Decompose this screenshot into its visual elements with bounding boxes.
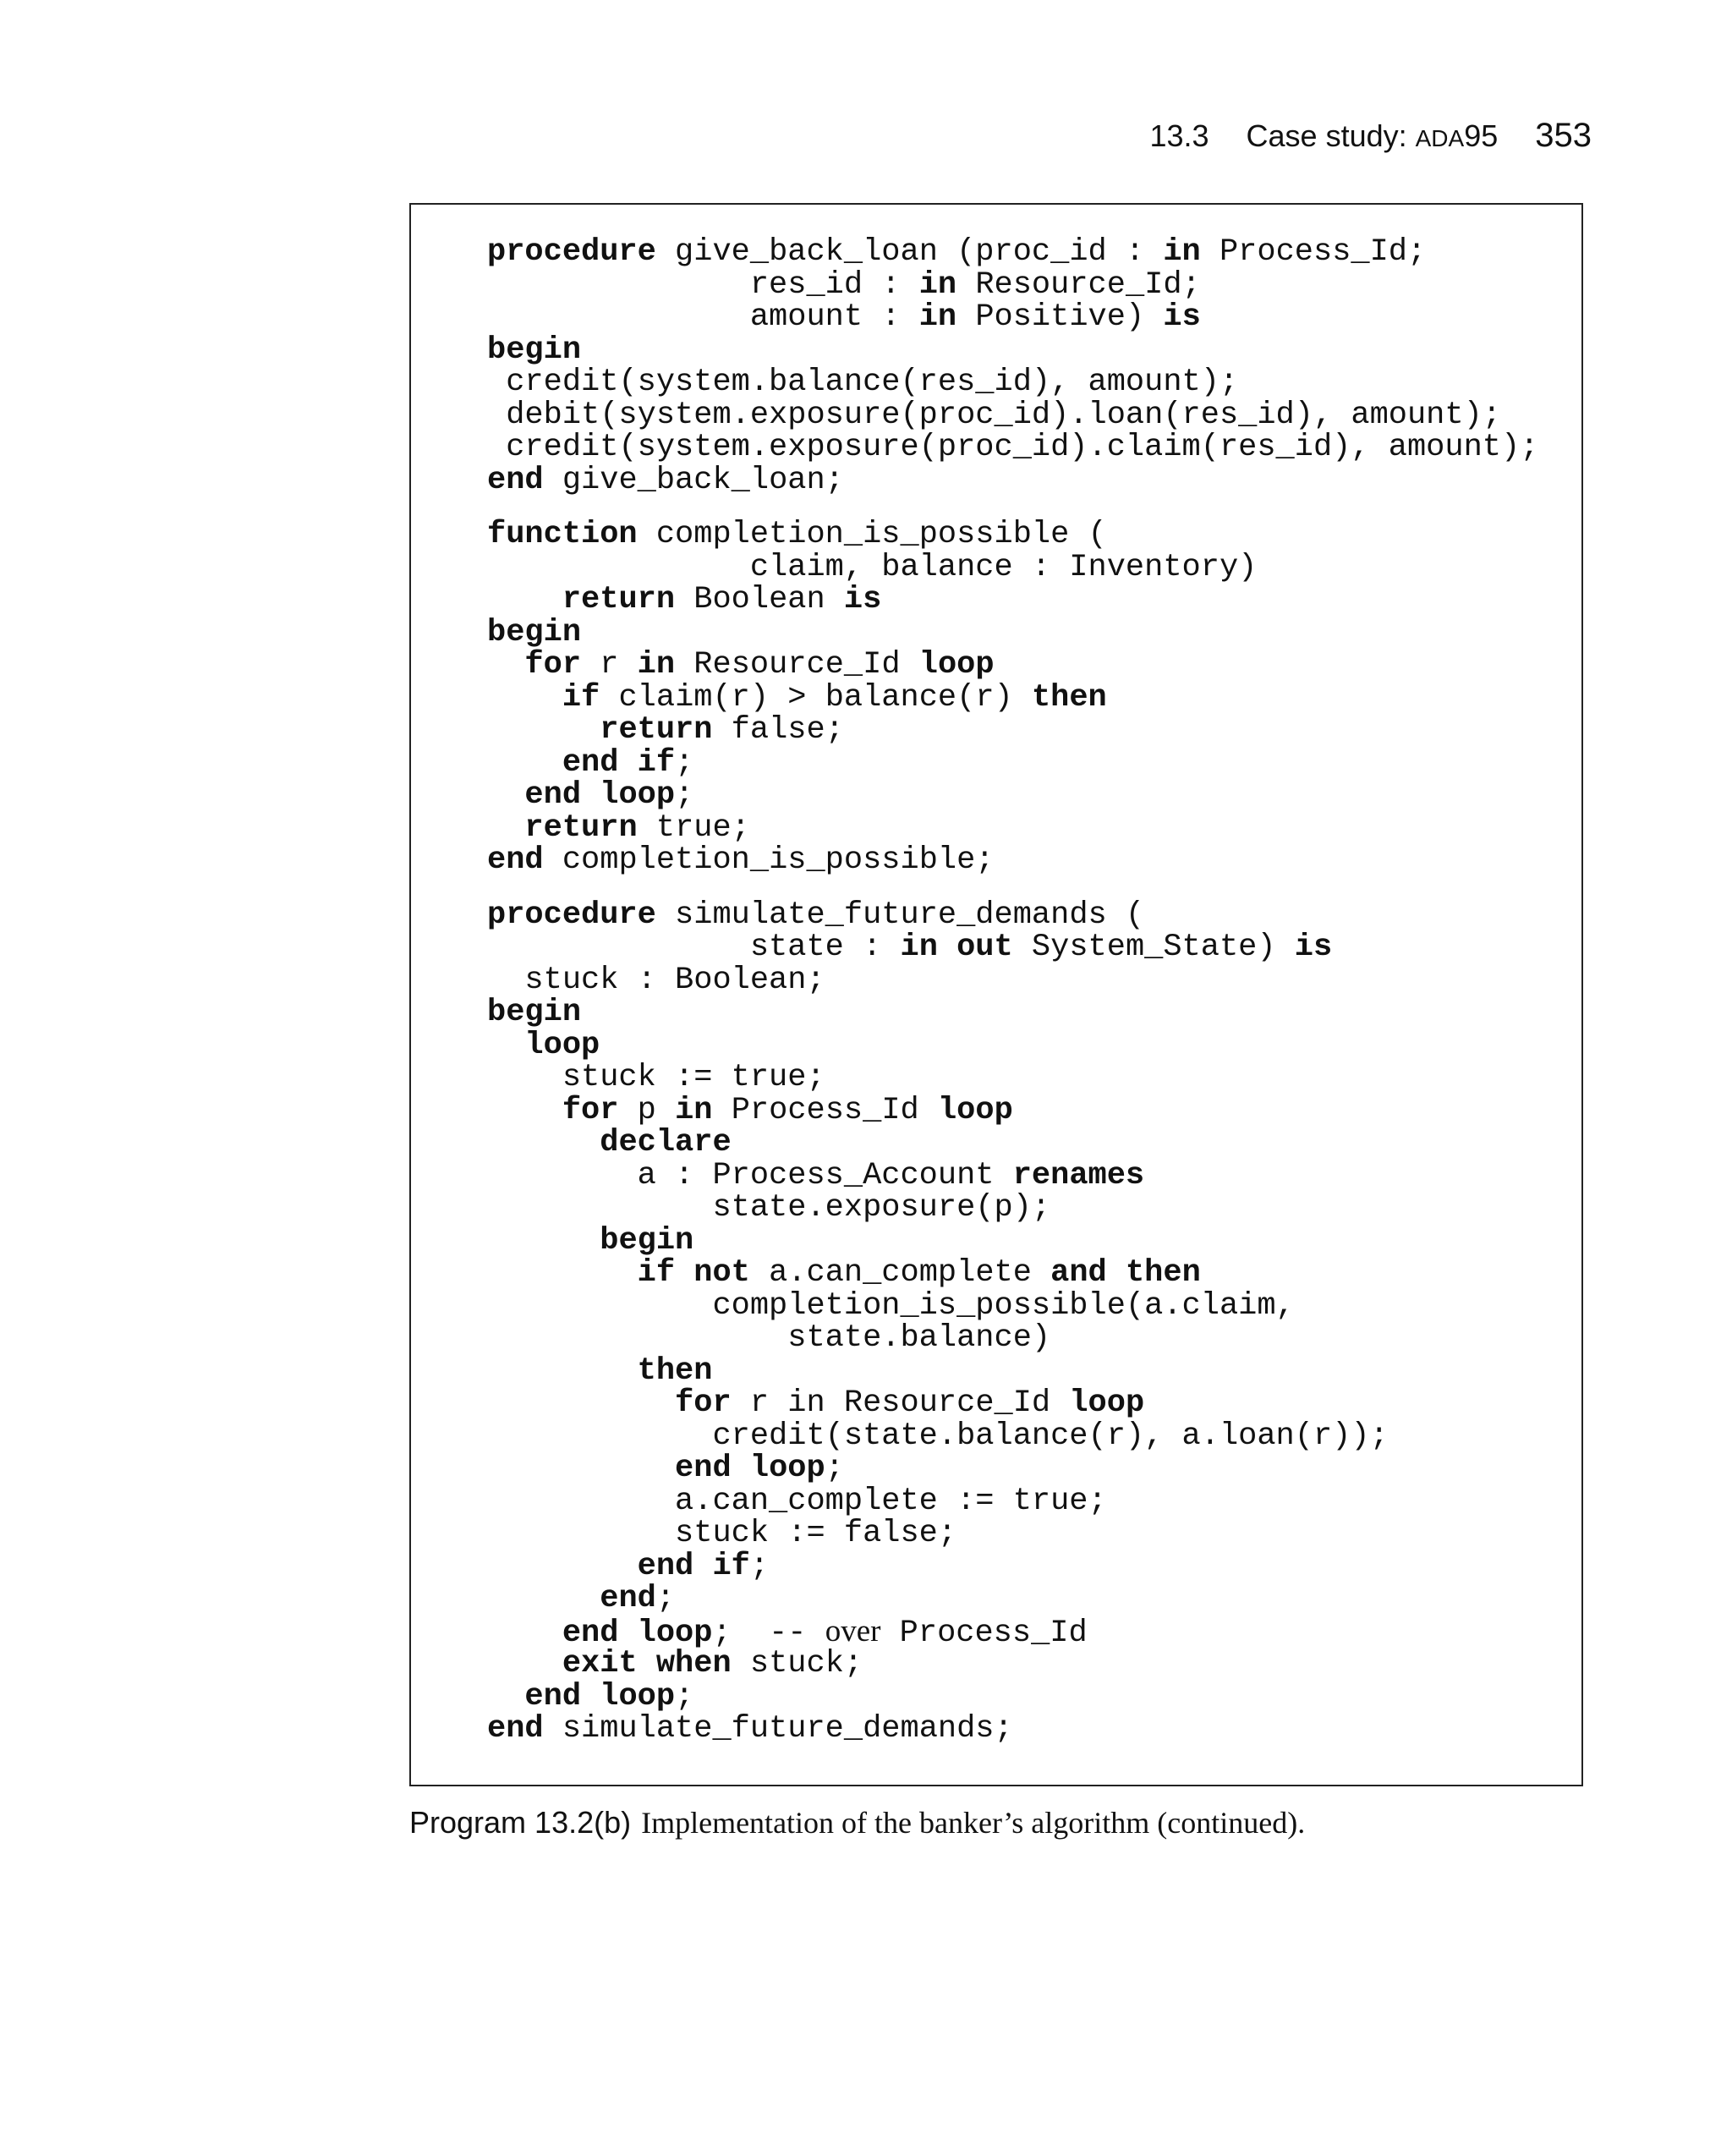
code-line bbox=[487, 1352, 1538, 1389]
code-text: ; bbox=[655, 1581, 676, 1616]
code-text: Resource_Id; bbox=[956, 266, 1201, 303]
code-text bbox=[487, 1255, 638, 1291]
code-text: Resource_Id bbox=[675, 647, 919, 683]
code-text bbox=[487, 582, 562, 617]
code-text: state.exposure(p); bbox=[487, 1190, 1051, 1226]
page-number: 353 bbox=[1535, 117, 1592, 154]
code-keyword: return bbox=[524, 809, 638, 846]
code-keyword: if not bbox=[637, 1255, 750, 1291]
code-text bbox=[487, 1581, 600, 1616]
code-keyword: in bbox=[675, 1092, 713, 1128]
code-text: false; bbox=[712, 712, 844, 748]
code-line bbox=[487, 1420, 1538, 1453]
code-line bbox=[487, 779, 1538, 812]
code-line bbox=[487, 1648, 1538, 1681]
section-title bbox=[1247, 118, 1499, 153]
code-keyword: end bbox=[487, 1711, 544, 1747]
code-keyword: return bbox=[562, 582, 676, 617]
code-text: r bbox=[581, 647, 638, 683]
code-line bbox=[487, 1550, 1538, 1583]
code-text: claim, balance : Inventory) bbox=[487, 549, 1258, 585]
code-keyword: is bbox=[1294, 930, 1333, 965]
code-text bbox=[487, 1385, 675, 1421]
code-line bbox=[487, 1192, 1538, 1225]
code-text: stuck : Boolean; bbox=[487, 962, 825, 998]
code-line bbox=[487, 464, 1538, 497]
code-text bbox=[487, 1028, 524, 1063]
code-keyword: in bbox=[918, 266, 957, 303]
code-keyword: in bbox=[918, 299, 957, 335]
code-keyword: procedure bbox=[487, 897, 656, 933]
code-text: stuck := true; bbox=[487, 1060, 825, 1095]
code-line bbox=[487, 366, 1538, 399]
code-text: Process_Id bbox=[712, 1092, 938, 1128]
code-text bbox=[487, 1223, 600, 1259]
code-line bbox=[487, 1157, 1538, 1193]
code-keyword: declare bbox=[600, 1125, 732, 1160]
code-line bbox=[487, 964, 1538, 997]
code-keyword: if bbox=[562, 679, 600, 716]
code-keyword: is bbox=[843, 582, 882, 617]
code-text: res_id : bbox=[487, 266, 919, 303]
code-keyword: begin bbox=[487, 614, 582, 650]
section-title-smallcaps: ADA bbox=[1415, 125, 1465, 151]
code-keyword: and then bbox=[1050, 1255, 1201, 1291]
code-line bbox=[487, 1678, 1538, 1714]
code-text: credit(state.balance(r), a.loan(r)); bbox=[487, 1418, 1389, 1454]
section-title-prefix: Case study: bbox=[1246, 118, 1416, 153]
code-line bbox=[487, 551, 1538, 584]
code-keyword: procedure bbox=[487, 234, 656, 270]
code-text bbox=[487, 810, 524, 846]
code-text bbox=[487, 712, 600, 748]
code-line bbox=[487, 649, 1538, 682]
code-text bbox=[487, 1679, 524, 1714]
code-text: stuck := false; bbox=[487, 1516, 957, 1551]
code-listing-box bbox=[409, 203, 1583, 1786]
code-keyword: end loop bbox=[524, 1678, 676, 1714]
code-line bbox=[487, 1222, 1538, 1259]
code-keyword: begin bbox=[600, 1222, 694, 1259]
code-line bbox=[487, 1713, 1538, 1746]
code-text: a.can_complete := true; bbox=[487, 1483, 1107, 1519]
code-text: Positive) bbox=[956, 299, 1164, 335]
code-keyword: exit when bbox=[562, 1646, 732, 1681]
code-text: amount : bbox=[487, 299, 919, 335]
code-line bbox=[487, 744, 1538, 781]
code-text: state.balance) bbox=[487, 1320, 1051, 1356]
code-text: Boolean bbox=[675, 582, 844, 617]
code-text: ; bbox=[825, 1451, 844, 1486]
code-text: p bbox=[618, 1092, 676, 1128]
code-keyword: then bbox=[637, 1352, 713, 1389]
code-text: a.can_complete bbox=[749, 1255, 1051, 1291]
running-header bbox=[1149, 117, 1592, 155]
code-line bbox=[487, 1062, 1538, 1094]
code-line bbox=[487, 1583, 1538, 1616]
caption-label: Program 13.2(b) bbox=[409, 1805, 632, 1840]
code-text: ; bbox=[675, 777, 694, 813]
code-text: completion_is_possible ( bbox=[637, 517, 1107, 552]
code-text: credit(system.exposure(proc_id).claim(res_id), amount); bbox=[487, 430, 1539, 465]
code-line bbox=[487, 899, 1538, 932]
code-text: simulate_future_demands ( bbox=[655, 897, 1145, 933]
code-keyword: end loop bbox=[524, 777, 676, 813]
code-keyword: is bbox=[1163, 299, 1201, 335]
block-spacer bbox=[487, 496, 1538, 518]
code-text: System_State) bbox=[1012, 930, 1295, 965]
code-text: completion_is_possible; bbox=[543, 842, 995, 878]
code-text bbox=[487, 1353, 638, 1389]
code-line bbox=[487, 931, 1538, 964]
code-text: Process_Id; bbox=[1200, 234, 1427, 270]
code-line bbox=[487, 584, 1538, 617]
section-title-suffix: 95 bbox=[1464, 118, 1499, 153]
code-line bbox=[487, 266, 1538, 303]
code-line bbox=[487, 714, 1538, 747]
code-keyword: for bbox=[524, 647, 582, 683]
code-text bbox=[487, 1451, 675, 1486]
code-line bbox=[487, 1127, 1538, 1160]
code-line bbox=[487, 431, 1538, 464]
code-line bbox=[487, 1387, 1538, 1420]
code-text: a : Process_Account bbox=[487, 1157, 1013, 1193]
code-keyword: end loop bbox=[562, 1615, 713, 1651]
code-line bbox=[487, 334, 1538, 367]
code-keyword: loop bbox=[918, 647, 995, 683]
code-text: ; -- bbox=[712, 1615, 825, 1651]
code-text: true; bbox=[637, 809, 750, 846]
code-line bbox=[487, 679, 1538, 716]
code-keyword: in out bbox=[900, 930, 1013, 965]
code-text bbox=[487, 647, 524, 683]
code-line bbox=[487, 1322, 1538, 1355]
code-text: Process_Id bbox=[880, 1615, 1088, 1651]
code-text: ; bbox=[675, 1678, 694, 1714]
code-text bbox=[487, 745, 562, 781]
caption-text: Implementation of the banker’s algorithm (continued). bbox=[641, 1806, 1306, 1840]
code-keyword: in bbox=[1163, 234, 1201, 270]
code-keyword: loop bbox=[524, 1027, 600, 1063]
code-line bbox=[487, 399, 1538, 432]
code-line bbox=[487, 1485, 1538, 1518]
code-line bbox=[487, 1452, 1538, 1485]
code-text: claim(r) > balance(r) bbox=[600, 679, 1032, 716]
code-keyword: loop bbox=[1069, 1385, 1145, 1421]
code-text: give_back_loan (proc_id : bbox=[655, 234, 1164, 270]
code-keyword: for bbox=[675, 1385, 732, 1421]
code-line bbox=[487, 614, 1538, 650]
code-keyword: renames bbox=[1012, 1157, 1145, 1193]
code-keyword: for bbox=[562, 1092, 619, 1128]
code-line bbox=[487, 1257, 1538, 1290]
code-keyword: then bbox=[1031, 679, 1107, 716]
code-text bbox=[487, 1646, 562, 1681]
code-text bbox=[487, 1549, 638, 1584]
code-keyword: end bbox=[600, 1581, 656, 1616]
code-text: ; bbox=[749, 1548, 770, 1584]
code-line bbox=[487, 809, 1538, 846]
code-line bbox=[487, 1287, 1538, 1324]
code-line bbox=[487, 1517, 1538, 1550]
code-line bbox=[487, 844, 1538, 877]
code-keyword: begin bbox=[487, 332, 582, 368]
code-listing bbox=[487, 236, 1538, 1746]
code-line bbox=[487, 236, 1538, 269]
code-keyword: end if bbox=[562, 744, 676, 781]
code-text: r in Resource_Id bbox=[731, 1385, 1070, 1421]
code-text: ; bbox=[675, 744, 694, 781]
code-text: debit(system.exposure(proc_id).loan(res_id), amount); bbox=[487, 397, 1501, 433]
code-text bbox=[487, 1125, 600, 1160]
program-caption bbox=[409, 1805, 1305, 1841]
code-keyword: return bbox=[600, 712, 713, 748]
code-text bbox=[487, 1093, 562, 1128]
code-line bbox=[487, 301, 1538, 334]
code-text: simulate_future_demands; bbox=[543, 1711, 1013, 1747]
code-line bbox=[487, 1094, 1538, 1127]
code-keyword: loop bbox=[937, 1092, 1013, 1128]
code-text: completion_is_possible(a.claim, bbox=[487, 1287, 1295, 1324]
code-comment: over bbox=[825, 1613, 881, 1649]
code-keyword: end bbox=[487, 842, 544, 878]
code-keyword: begin bbox=[487, 995, 582, 1030]
code-keyword: end if bbox=[637, 1548, 750, 1584]
code-line bbox=[487, 996, 1538, 1029]
code-text: state : bbox=[487, 930, 901, 965]
code-text: stuck; bbox=[731, 1646, 863, 1681]
code-keyword: function bbox=[487, 517, 638, 552]
code-text bbox=[487, 680, 562, 716]
code-line bbox=[487, 1029, 1538, 1062]
block-spacer bbox=[487, 877, 1538, 899]
code-keyword: in bbox=[637, 647, 676, 683]
code-line bbox=[487, 518, 1538, 551]
section-number: 13.3 bbox=[1149, 118, 1209, 153]
code-keyword: end loop bbox=[675, 1451, 825, 1486]
code-text: give_back_loan; bbox=[543, 462, 844, 498]
code-line bbox=[487, 1613, 1538, 1651]
code-text: credit(system.balance(res_id), amount); bbox=[487, 365, 1239, 400]
code-text bbox=[487, 777, 524, 813]
code-keyword: end bbox=[487, 462, 544, 498]
